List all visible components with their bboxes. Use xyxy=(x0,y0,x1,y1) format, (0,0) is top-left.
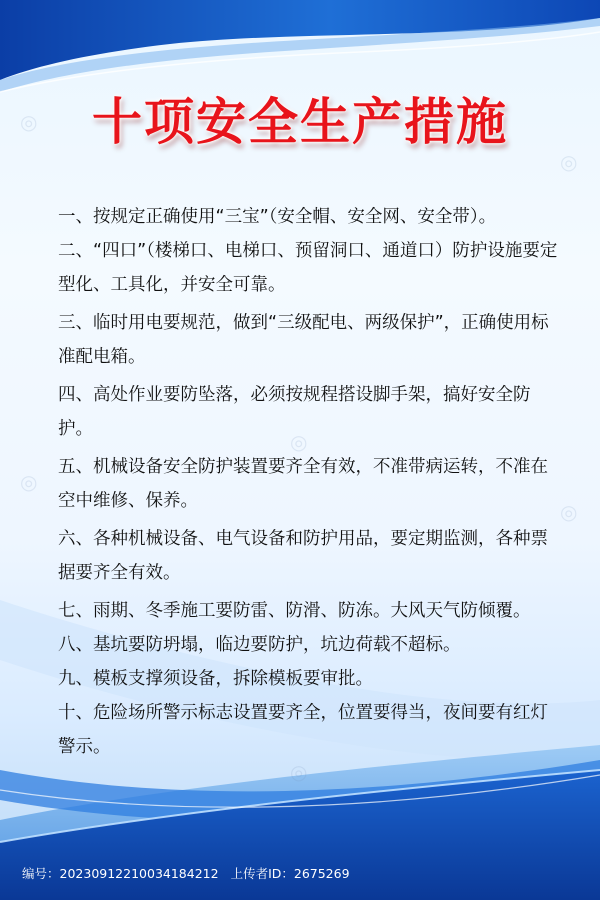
uploader-value: 2675269 xyxy=(293,866,350,881)
list-item: 六、各种机械设备、电气设备和防护用品，要定期监测，各种票据要齐全有效。 xyxy=(58,529,548,583)
list-item: 十、危险场所警示标志设置要齐全，位置要得当，夜间要有红灯警示。 xyxy=(58,703,548,757)
watermark-glyph: ◎ xyxy=(290,430,308,454)
poster-title: 十项安全生产措施 xyxy=(92,93,508,151)
list-item: 二、“四口”（楼梯口、电梯口、预留洞口、通道口）防护设施要定型化、工具化，并安全可靠。 xyxy=(58,241,558,295)
list-item: 九、模板支撑须设备，拆除模板要审批。 xyxy=(58,669,373,689)
watermark-glyph: ◎ xyxy=(560,150,578,174)
list-item: 三、临时用电要规范，做到“三级配电、两级保护”，正确使用标准配电箱。 xyxy=(58,313,549,367)
list-item: 八、基坑要防坍塌，临边要防护，坑边荷载不超标。 xyxy=(58,635,461,655)
watermark-glyph: ◎ xyxy=(20,470,38,494)
id-value: 20230912210034184212 xyxy=(59,866,219,881)
list-item: 五、机械设备安全防护装置要齐全有效，不准带病运转，不准在空中维修、保养。 xyxy=(58,457,548,511)
watermark-glyph: ◎ xyxy=(560,500,578,524)
uploader-label: 上传者ID： xyxy=(230,866,294,881)
list-item: 七、雨期、冬季施工要防雷、防滑、防冻。大风天气防倾覆。 xyxy=(58,601,531,621)
list-item: 一、按规定正确使用“三宝”（安全帽、安全网、安全带）。 xyxy=(58,207,497,227)
id-label: 编号： xyxy=(22,866,60,881)
footer-info xyxy=(0,862,600,886)
measures-list xyxy=(58,200,558,764)
watermark-glyph: ◎ xyxy=(290,760,308,784)
watermark-glyph: ◎ xyxy=(20,110,38,134)
list-item: 四、高处作业要防坠落，必须按规程搭设脚手架，搞好安全防护。 xyxy=(58,385,531,439)
